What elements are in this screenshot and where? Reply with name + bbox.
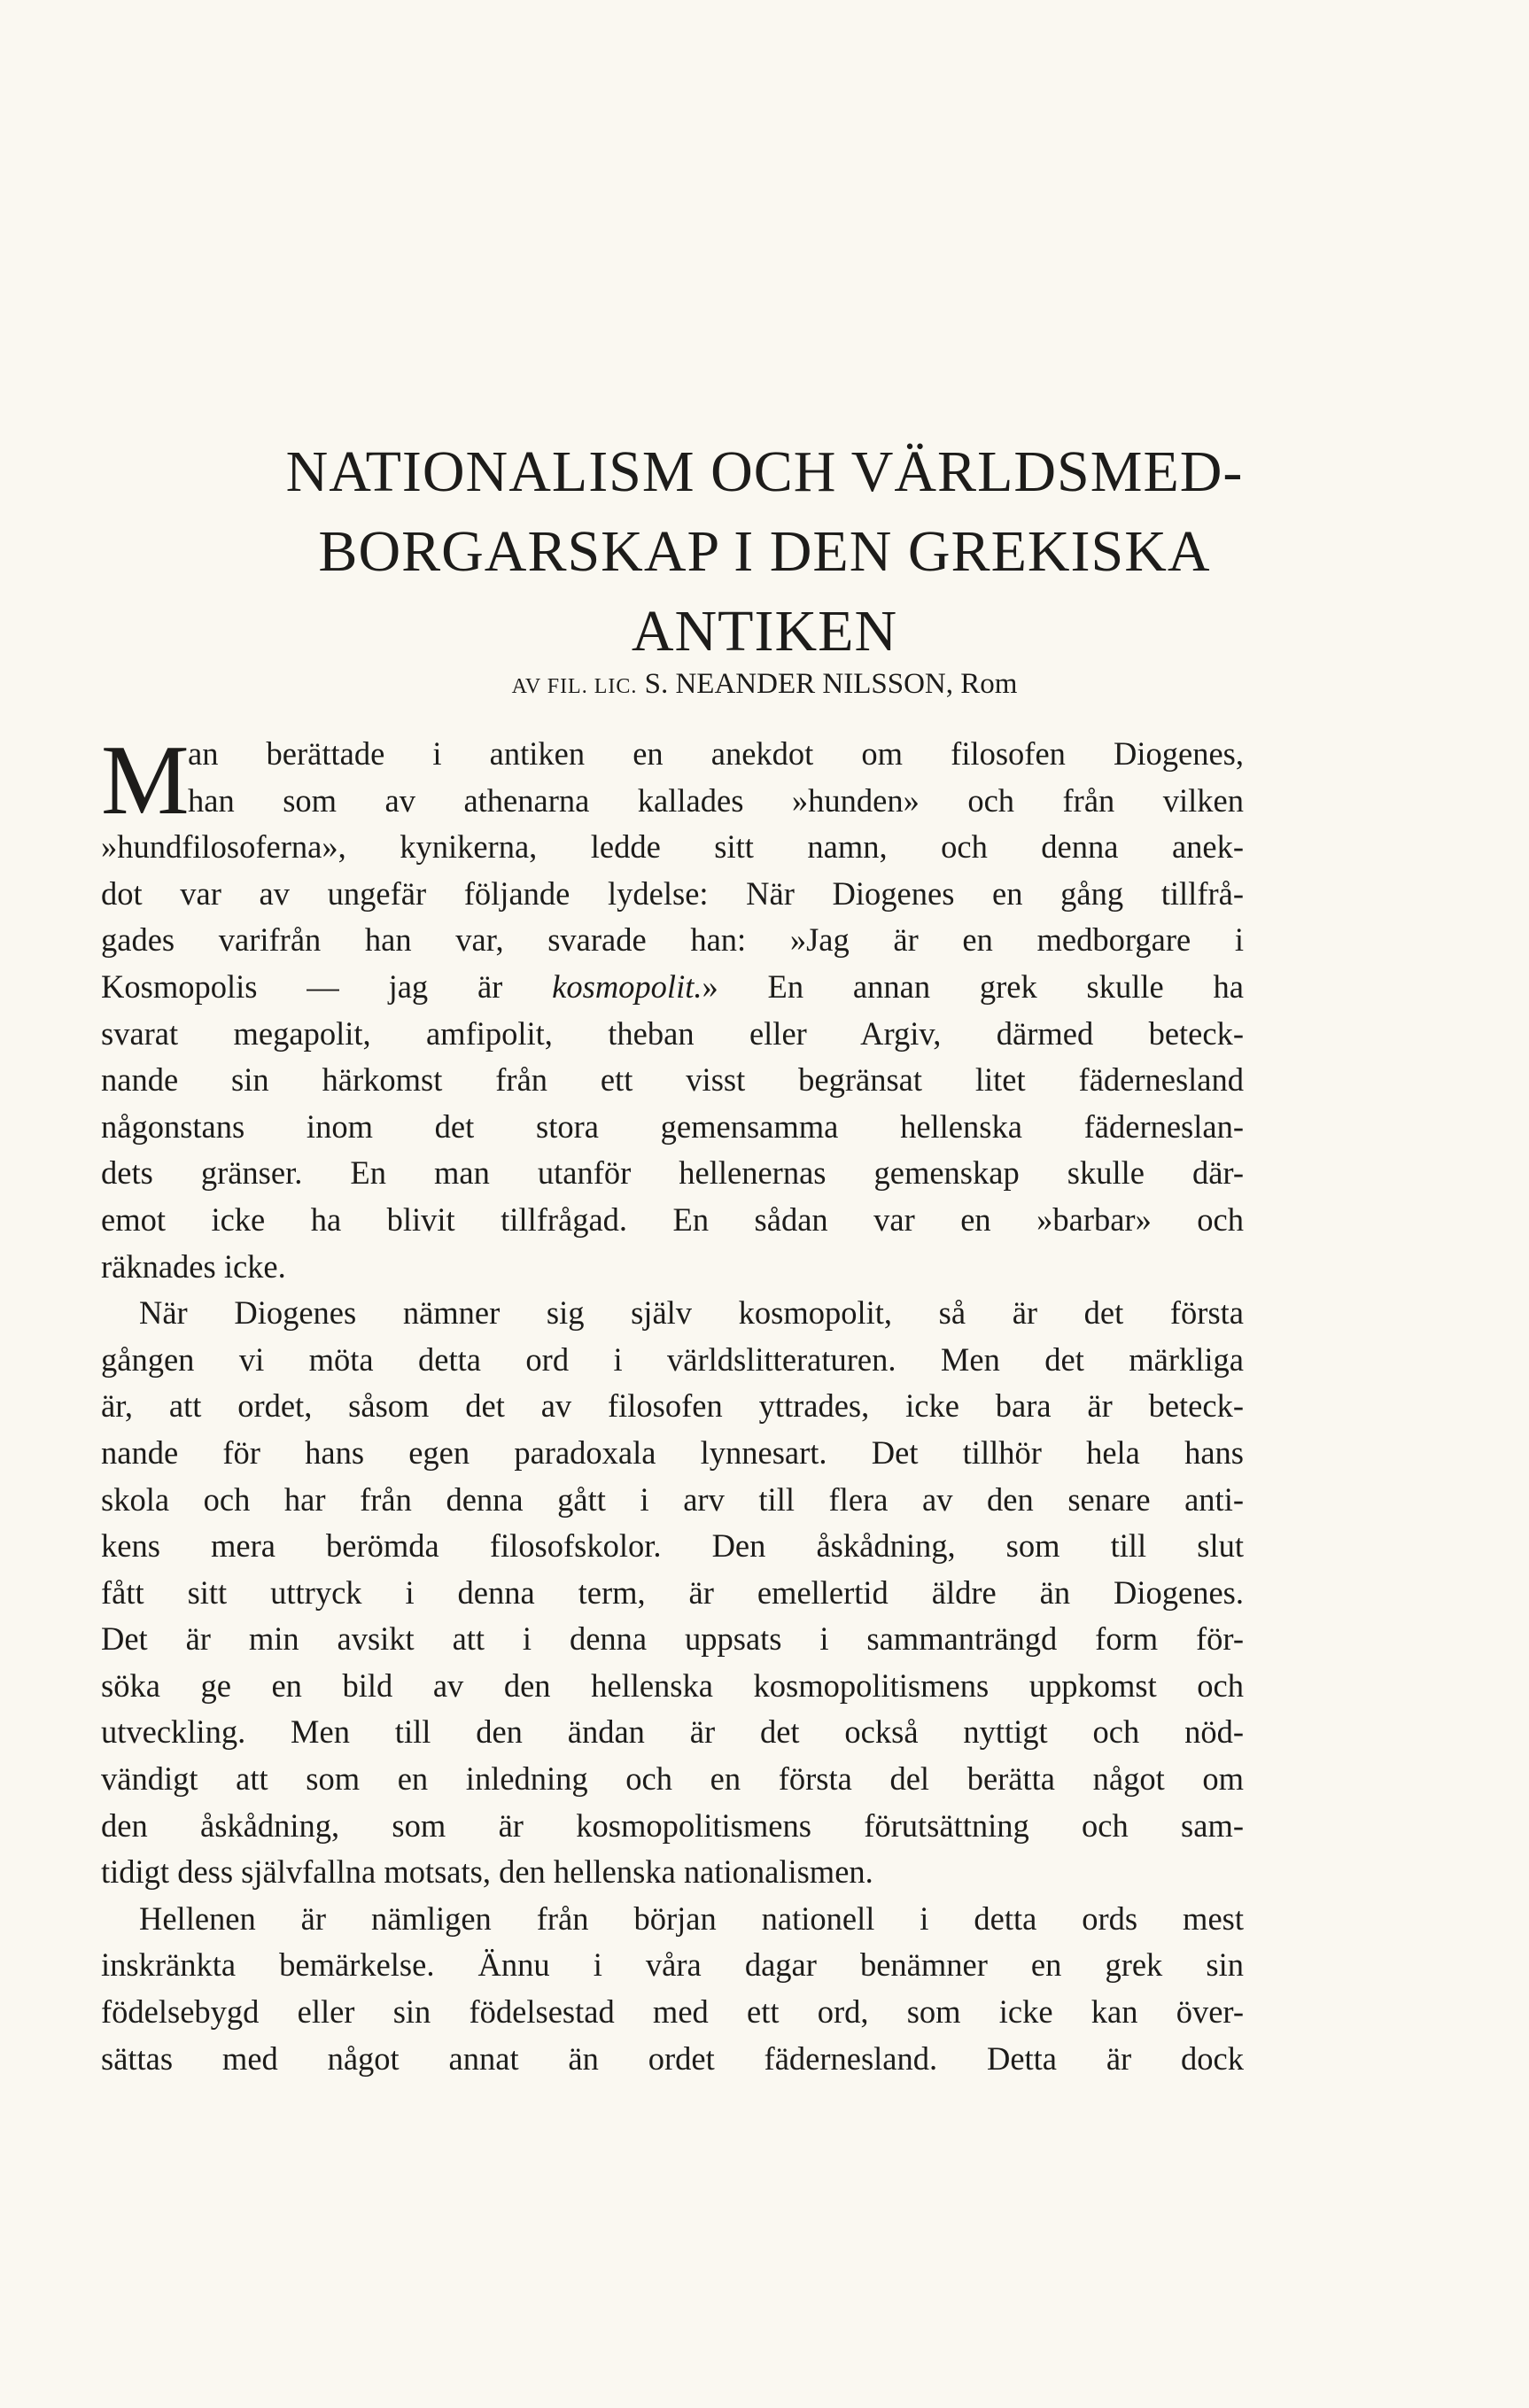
text-line: nande för hans egen paradoxala lynnesart. Det tillhör hela hans xyxy=(101,1433,1244,1471)
text-line: kens mera berömda filosofskolor. Den åskådning, som till slut xyxy=(101,1527,1244,1565)
text-line: skola och har från denna gått i arv till flera av den senare anti- xyxy=(101,1480,1244,1518)
text-line: an berättade i antiken en anekdot om filosofen Diogenes, xyxy=(188,735,1244,772)
text-segment: Kosmopolis — jag är xyxy=(101,967,503,1005)
text-line: dot var av ungefär följande lydelse: När Diogenes en gång tillfrå- xyxy=(101,874,1244,912)
text-line: är, att ordet, såsom det av filosofen yttrades, icke bara är beteck- xyxy=(101,1387,1244,1425)
text-line: När Diogenes nämner sig själv kosmopolit, så är det första xyxy=(139,1294,1244,1332)
italic-word: kosmopolit. xyxy=(552,967,702,1005)
text-line: han som av athenarna kallades »hunden» och från vilken xyxy=(188,781,1244,819)
drop-cap: M xyxy=(101,726,190,835)
text-line: tidigt dess självfallna motsats, den hellenska nationalismen. xyxy=(101,1853,873,1891)
title-line-2: BORGARSKAP I DEN GREKISKA xyxy=(318,519,1211,584)
text-segment: » En annan grek skulle ha xyxy=(702,967,1245,1005)
byline-author: S. NEANDER NILSSON, Rom xyxy=(644,668,1018,700)
text-line: utveckling. Men till den ändan är det också nyttigt och nöd- xyxy=(101,1713,1244,1751)
paragraph-2 xyxy=(101,1290,1244,1896)
paragraph-3 xyxy=(101,1896,1244,2082)
text-line: nande sin härkomst från ett visst begränsat litet fädernesland xyxy=(101,1061,1244,1099)
text-line: sättas med något annat än ordet fädernesland. Detta är dock xyxy=(101,2039,1244,2077)
text-line: vändigt att som en inledning och en första del berätta något om xyxy=(101,1760,1244,1798)
text-line: emot icke ha blivit tillfrågad. En sådan var en »barbar» och xyxy=(101,1200,1244,1238)
article-body xyxy=(101,726,1245,2082)
text-line: födelsebygd eller sin födelsestad med ett ord, som icke kan över- xyxy=(101,1993,1244,2031)
text-line: dets gränser. En man utanför hellenernas gemenskap skulle där- xyxy=(101,1154,1244,1192)
text-line: svarat megapolit, amfipolit, theban eller Argiv, därmed beteck- xyxy=(101,1014,1244,1052)
text-line: någonstans inom det stora gemensamma hellenska fäderneslan- xyxy=(101,1107,1244,1145)
text-line: gången vi möta detta ord i världslitteraturen. Men det märkliga xyxy=(101,1340,1244,1378)
author-byline xyxy=(124,666,1405,704)
byline-prefix: AV FIL. LIC. xyxy=(511,675,638,698)
text-line: inskränkta bemärkelse. Ännu i våra dagar benämner en grek sin xyxy=(101,1946,1244,1984)
text-line: räknades icke. xyxy=(101,1247,286,1285)
text-line: Det är min avsikt att i denna uppsats i sammanträngd form för- xyxy=(101,1620,1244,1658)
text-line: gades varifrån han var, svarade han: »Jag är en medborgare i xyxy=(101,921,1244,959)
title-line-1: NATIONALISM OCH VÄRLDSMED- xyxy=(285,439,1244,504)
text-line: »hundfilosoferna», kynikerna, ledde sitt namn, och denna anek- xyxy=(101,828,1244,866)
paragraph-1 xyxy=(101,726,1245,1290)
text-line: fått sitt uttryck i denna term, är emellertid äldre än Diogenes. xyxy=(101,1573,1244,1611)
title-line-3: ANTIKEN xyxy=(631,599,898,664)
text-line: Hellenen är nämligen från början nationell i detta ords mest xyxy=(139,1899,1244,1937)
text-line: söka ge en bild av den hellenska kosmopolitismens uppkomst och xyxy=(101,1666,1244,1704)
text-line-mixed xyxy=(101,964,1244,1011)
article-title xyxy=(124,432,1405,672)
text-line: den åskådning, som är kosmopolitismens förutsättning och sam- xyxy=(101,1806,1244,1844)
